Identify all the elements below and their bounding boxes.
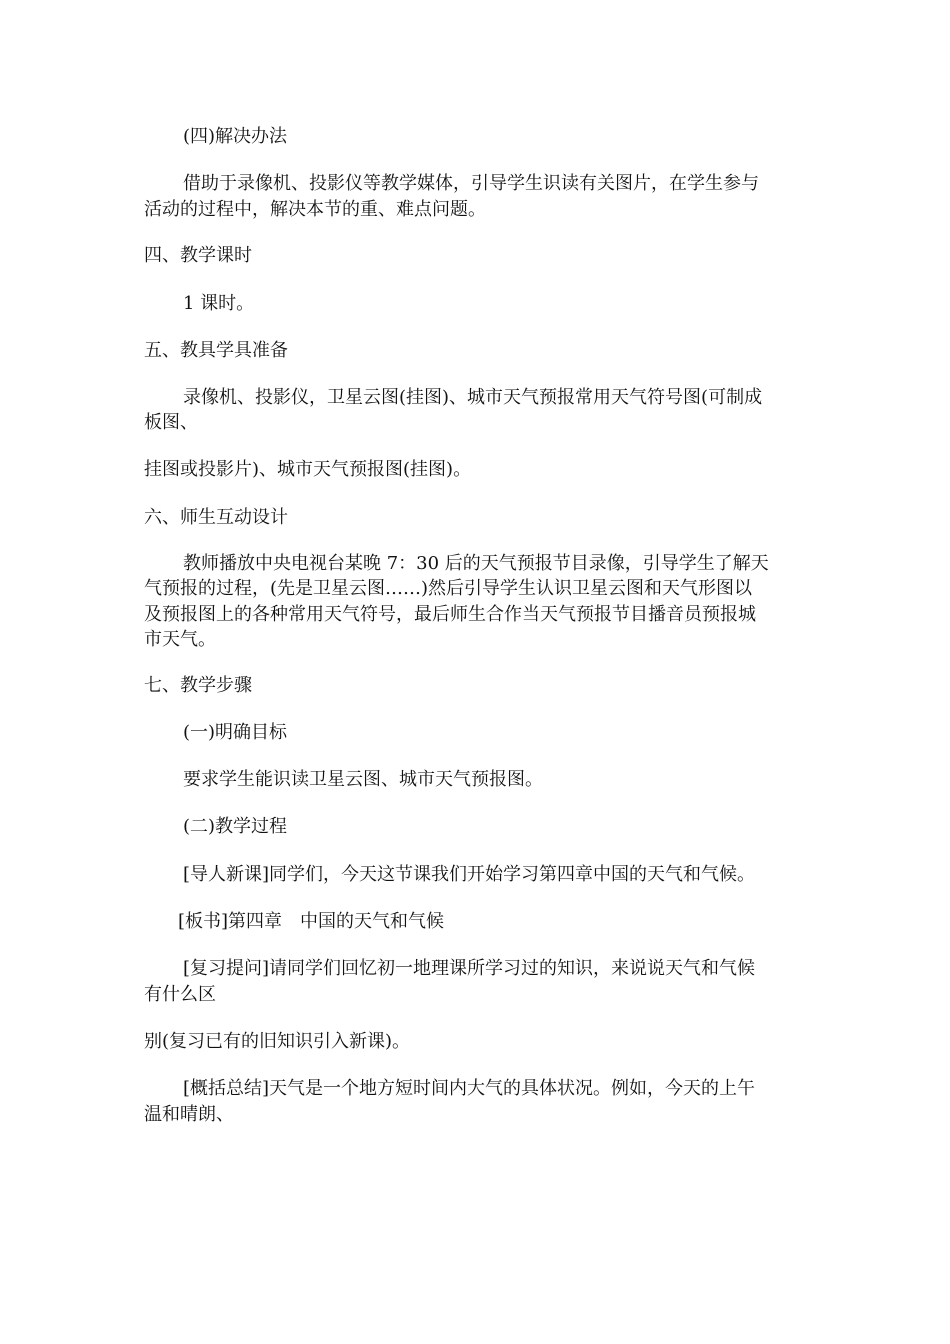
paragraph-line: [概括总结]天气是一个地方短时间内大气的具体状况。例如，今天的上午 <box>183 1078 756 1099</box>
subheading-objectives: (一)明确目标 <box>183 722 288 743</box>
paragraph-line: 温和晴朗、 <box>144 1104 234 1125</box>
heading-teaching-aids: 五、教具学具准备 <box>144 340 288 361</box>
heading-interaction-design: 六、师生互动设计 <box>144 507 288 528</box>
paragraph-line: [导人新课]同学们，今天这节课我们开始学习第四章中国的天气和气候。 <box>183 864 756 885</box>
paragraph-line: 气预报的过程，(先是卫星云图……)然后引导学生认识卫星云图和天气形图以 <box>144 578 753 599</box>
paragraph-line: [板书]第四章 中国的天气和气候 <box>178 911 445 932</box>
heading-teaching-steps: 七、教学步骤 <box>144 675 252 696</box>
subheading-teaching-process: (二)教学过程 <box>183 816 288 837</box>
paragraph-line: [复习提问]请同学们回忆初一地理课所学习过的知识，来说说天气和气候 <box>183 958 756 979</box>
paragraph-line: 要求学生能识读卫星云图、城市天气预报图。 <box>183 769 543 790</box>
paragraph-line: 借助于录像机、投影仪等教学媒体，引导学生识读有关图片，在学生参与 <box>183 173 759 194</box>
paragraph-line: 有什么区 <box>144 984 216 1005</box>
paragraph-line: 教师播放中央电视台某晚 7：30 后的天气预报节目录像，引导学生了解天 <box>183 553 769 574</box>
paragraph-line: 板图、 <box>144 412 198 433</box>
paragraph-line: 别(复习已有的旧知识引入新课)。 <box>144 1031 411 1052</box>
paragraph-line: 录像机、投影仪，卫星云图(挂图)、城市天气预报常用天气符号图(可制成 <box>183 387 763 408</box>
paragraph-line: 1 课时。 <box>183 293 255 314</box>
paragraph-line: 活动的过程中，解决本节的重、难点问题。 <box>144 199 486 220</box>
paragraph-line: 挂图或投影片)、城市天气预报图(挂图)。 <box>144 459 472 480</box>
paragraph-line: 市天气。 <box>144 629 216 650</box>
paragraph-line: 及预报图上的各种常用天气符号，最后师生合作当天气预报节目播音员预报城 <box>144 604 756 625</box>
heading-teaching-hours: 四、教学课时 <box>144 245 252 266</box>
subheading-solutions: (四)解决办法 <box>183 126 288 147</box>
